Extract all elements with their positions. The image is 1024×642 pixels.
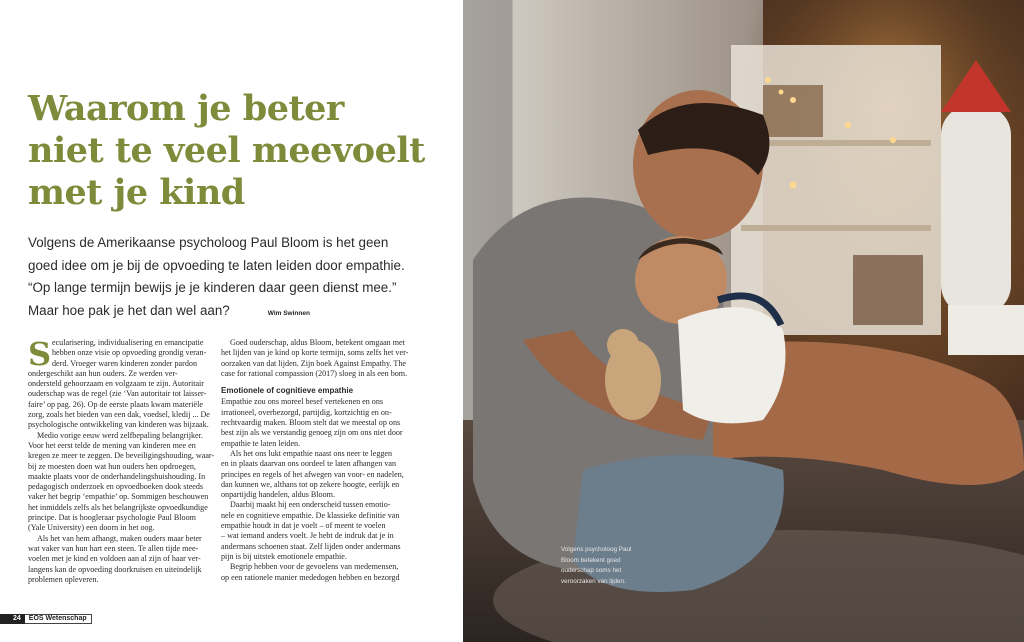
body-line: nele en cognitieve empathie. De klassieke definitie van bbox=[221, 510, 400, 520]
shelf-board bbox=[741, 140, 931, 146]
books bbox=[763, 85, 823, 137]
books bbox=[853, 255, 923, 325]
body-line: het inmiddels zelfs als het belangrijkste opvoedkundige bbox=[28, 502, 208, 512]
body-line: zorg, zoals het bieden van een dak, voedsel, kledij ... De bbox=[28, 410, 210, 420]
intro-line: Volgens de Amerikaanse psycholoog Paul Bloom is het geen bbox=[28, 235, 389, 250]
body-line: ondergeschikt aan hun ouders. Ze werden ver- bbox=[28, 368, 178, 378]
body-line: onpartijdig handelen, aldus Bloom. bbox=[221, 490, 335, 500]
body-line: Goed ouderschap, aldus Bloom, betekent omgaan met bbox=[230, 338, 405, 347]
body-line: psychologische ontwikkeling van kinderen was bijzaak. bbox=[28, 420, 209, 430]
body-line: ecularisering, individualisering en emancipatie bbox=[52, 338, 204, 347]
photo-caption bbox=[561, 545, 671, 587]
body-line: pijn is bij uitstek emotionele empathie. bbox=[221, 551, 347, 561]
body-line: problemen opleveren. bbox=[28, 574, 99, 584]
body-line: derd. Vroeger waren kinderen zonder pardon bbox=[52, 358, 197, 368]
drop-cap: S bbox=[28, 335, 52, 373]
magazine-name: EOS Wetenschap bbox=[25, 614, 92, 624]
rocket-toy bbox=[941, 105, 1011, 315]
caption-line: veroorzaken van lijden. bbox=[561, 577, 626, 585]
body-line: langens kan de opvoeding doorkruisen en uiteindelijk bbox=[28, 564, 202, 574]
intro-line-last bbox=[28, 300, 448, 326]
caption-line: ouderschap soms het bbox=[561, 567, 622, 574]
child-shirt bbox=[678, 307, 786, 423]
body-line: op een rationele manier mededogen hebben en bezorgd bbox=[221, 572, 400, 582]
body-line: empathie te laten leiden. bbox=[221, 438, 301, 448]
intro-line: goed idee om je bij de opvoeding te laten leiden door empathie. bbox=[28, 257, 405, 273]
body-line: case for rational compassion (2017) sloeg in als een bom. bbox=[221, 368, 408, 378]
body-line: faire’ op pag. 26). Op de eerste plaats kwam materiële bbox=[28, 399, 203, 409]
teddy-head bbox=[607, 329, 639, 361]
headline-line: Waarom je beter bbox=[28, 88, 344, 129]
left-page bbox=[0, 0, 463, 642]
article-intro bbox=[28, 232, 448, 325]
body-line: Voor het eerst telde de mening van kinderen mee en bbox=[28, 440, 196, 450]
body-column-2 bbox=[221, 338, 409, 583]
author-byline: Wim Swinnen bbox=[267, 309, 310, 317]
headline-line: met je kind bbox=[28, 172, 245, 213]
body-line: Empathie zou ons moreel besef vertekenen en ons bbox=[221, 397, 384, 407]
body-line: principe. Dat is hoogleraar psychologie Paul Bloom bbox=[28, 513, 196, 523]
body-line: kregen ze meer te zeggen. De beveiligingshouding, waar- bbox=[28, 451, 215, 461]
body-line: dan kunnen we, althans tot op zekere hoogte, eerlijk en bbox=[221, 479, 400, 489]
chair bbox=[948, 305, 1024, 355]
body-line: empathie houdt in dat je voelt – of meent te voelen bbox=[221, 521, 386, 531]
body-line: ondersteld gehoorzaam en volgzaam te zijn. Autoritair bbox=[28, 379, 204, 389]
body-line: voelen met je kind en voldoen aan al zijn of haar ver- bbox=[28, 554, 201, 564]
body-line: best zijn als we verstandig genoeg zijn om ons niet door bbox=[221, 428, 403, 438]
body-column-1 bbox=[28, 335, 232, 585]
body-line: irrationeel, overbezorgd, partijdig, kortzichtig en on- bbox=[221, 407, 392, 417]
intro-line: “Op lange termijn bewijs je je kinderen daar geen dienst mee.” bbox=[28, 280, 397, 296]
article-headline bbox=[28, 88, 458, 214]
caption-line: Bloom betekent goed bbox=[561, 556, 621, 564]
body-line: andermans schoenen staat. Zelf lijden onder andermans bbox=[221, 541, 401, 551]
body-line: principes en regels of het afwegen van voor- en nadelen, bbox=[221, 469, 404, 479]
body-line: maakte plaats voor de onderhandelingshuishouding. In bbox=[28, 471, 206, 481]
body-line: (Yale University) een doorn in het oog. bbox=[28, 523, 155, 533]
shelf-board bbox=[741, 225, 931, 231]
body-line: het lijden van je kind op korte termijn, soms zelfs het ver- bbox=[221, 348, 409, 358]
body-line: bij ze moesten doen wat hun ouders hen opdroegen, bbox=[28, 461, 196, 471]
body-line: en in plaats daarvan ons oordeel te laten afhangen van bbox=[221, 459, 397, 469]
body-line: – wat iemand anders voelt. Je hebt de indruk dat je in bbox=[221, 531, 394, 541]
body-line: Als het van hem afhangt, maken ouders maar beter bbox=[37, 533, 202, 543]
page-folio bbox=[0, 614, 92, 624]
body-line: Als het ons lukt empathie naast ons neer te leggen bbox=[230, 448, 393, 458]
caption-line: Volgens psycholoog Paul bbox=[561, 546, 632, 553]
body-line: Medio vorige eeuw werd zelfbepaling belangrijker. bbox=[37, 430, 203, 440]
section-subheading: Emotionele of cognitieve empathie bbox=[221, 386, 354, 396]
body-line: Begrip hebben voor de gevoelens van medemensen, bbox=[230, 562, 399, 572]
photo-page bbox=[463, 0, 1024, 642]
intro-line: Maar hoe pak je het dan wel aan? bbox=[28, 302, 230, 318]
body-line: wat vaker van hun hart een steen. Te allen tijde mee- bbox=[28, 543, 199, 553]
page-number: 24 bbox=[0, 614, 25, 624]
headline-line: niet te veel meevoelt bbox=[28, 130, 425, 171]
body-line: vaker het begrip ‘empathie’ op. Sommigen beschouwen bbox=[28, 492, 209, 502]
body-line: oorzaken van dat lijden. Zijn boek Against Empathy. The bbox=[221, 358, 406, 368]
body-line: rechtvaardig maken. Bloom stelt dat we meestal op ons bbox=[221, 418, 401, 428]
body-line: ouderschap was de regel (zie ‘Van autoritair tot laisser- bbox=[28, 389, 207, 399]
body-line: pedagogisch onderzoek en opvoedboeken dook steeds bbox=[28, 482, 204, 492]
body-line: Daarbij maakt hij een onderscheid tussen emotio- bbox=[230, 500, 391, 510]
body-line: hebben onze visie op opvoeding grondig veran- bbox=[52, 348, 207, 358]
father-child-photo bbox=[463, 0, 1024, 642]
